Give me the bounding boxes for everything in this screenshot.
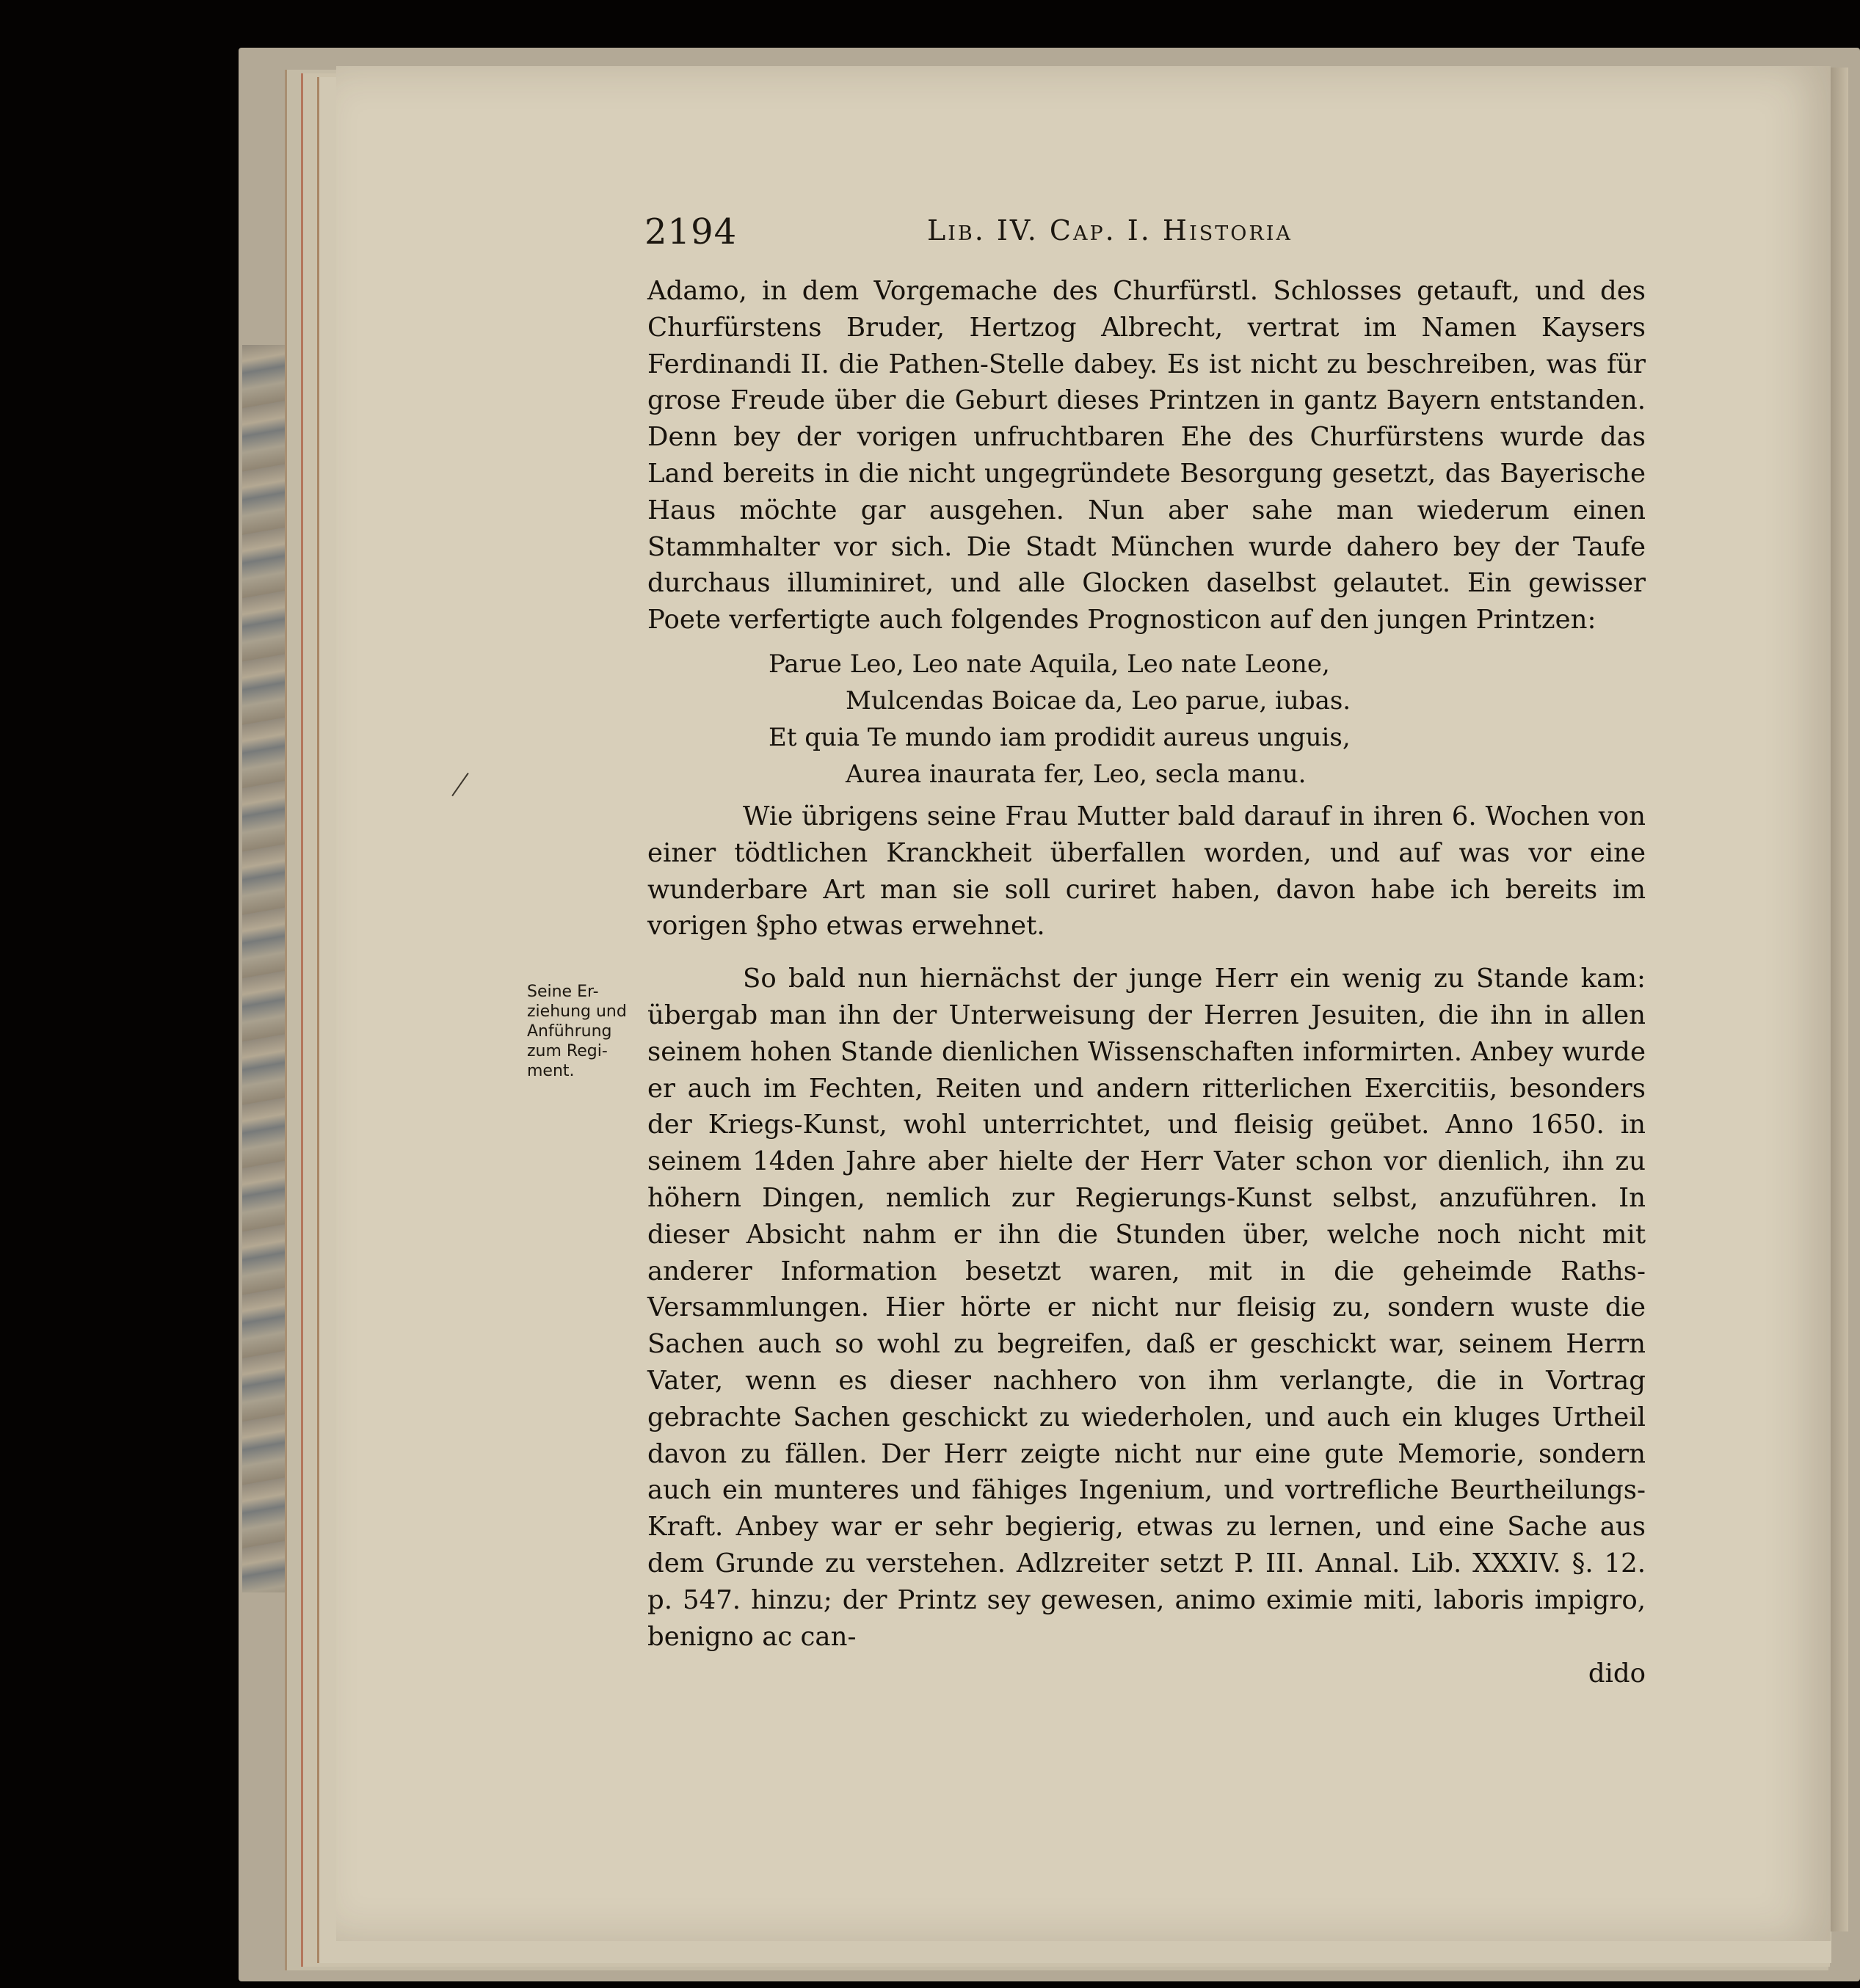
running-head: Lib. IV. Cap. I. Historia: [927, 214, 1293, 247]
catchword: dido: [1588, 1658, 1646, 1689]
page-number: 2194: [644, 211, 738, 252]
verse: [647, 646, 1646, 793]
main-text: [647, 273, 1646, 1689]
paragraph: So bald nun hiernächst der junge Herr ein wenig zu Stande kam: übergab man ihn der Unterweisung der Herren Jesuiten, die ihn in allen seinem hohen Stande dienlichen Wissenschaften informirten. Anbey wurde er auch im Fechten, Reiten und andern ritterlichen Exercitiis, besonders der Kriegs-Kunst, wohl unterrichtet, und fleisig geübet. Anno 1650. in seinem 14den Jahre aber hielte der Herr Vater schon vor dienlich, ihn zu höhern Dingen, nemlich zur Regierungs-Kunst selbst, anzuführen. In dieser Absicht nahm er ihn die Stunden über, welche noch nicht mit anderer Information besetzt waren, mit in die geheimde Raths-Versammlungen. Hier hörte er nicht nur fleisig zu, sondern wuste die Sachen auch so wohl zu begreifen, daß er geschickt war, seinem Herrn Vater, wenn es dieser nachhero von ihm verlangte, die in Vortrag gebrachte Sachen geschickt zu wiederholen, und auch ein kluges Urtheil davon zu fällen. Der Herr zeigte nicht nur eine gute Memorie, sondern auch ein munteres und fähiges Ingenium, und vortrefliche Beurtheilungs-Kraft. Anbey war er sehr begierig, etwas zu lernen, und eine Sache aus dem Grunde zu verstehen. Adlzreiter setzt P. III. Annal. Lib. XXXIV. §. 12. p. 547. hinzu; der Printz sey gewesen, animo eximie miti, laboris impigro, benigno ac can-: [647, 964, 1646, 1652]
verse-line: Aurea inaurata fer, Leo, secla manu.: [846, 759, 1307, 789]
margin-note-line: Seine Er-: [527, 983, 599, 1001]
margin-note-line: ment.: [527, 1062, 575, 1080]
margin-note: [527, 982, 637, 1081]
margin-note-line: ziehung und: [527, 1002, 627, 1021]
verse-line: Parue Leo, Leo nate Aquila, Leo nate Leone,: [769, 649, 1330, 679]
paragraph: Wie übrigens seine Frau Mutter bald darauf in ihren 6. Wochen von einer tödtlichen Kranckheit überfallen worden, und auf was vor eine wunderbare Art man sie soll curiret haben, davon habe ich bereits im vorigen §pho etwas erwehnet.: [647, 801, 1646, 942]
paragraph: Adamo, in dem Vorgemache des Churfürstl. Schlosses getauft, und des Churfürstens Bruder, Hertzog Albrecht, vertrat im Namen Kaysers Ferdinandi II. die Pathen-Stelle dabey. Es ist nicht zu beschreiben, was für grose Freude über die Geburt dieses Printzen in gantz Bayern entstanden. Denn bey der vorigen unfruchtbaren Ehe des Churfürstens wurde das Land bereits in die nicht ungegründete Besorgung gesetzt, das Bayerische Haus möchte gar ausgehen. Nun aber sahe man wiederum einen Stammhalter vor sich. Die Stadt München wurde dahero bey der Taufe durchaus illuminiret, und alle Glocken daselbst gelautet. Ein gewisser Poete verfertigte auch folgendes Prognosticon auf den jungen Printzen:: [647, 276, 1646, 636]
verse-line: Et quia Te mundo iam prodidit aureus unguis,: [769, 722, 1351, 752]
page-header: [644, 211, 1496, 255]
margin-note-line: zum Regi-: [527, 1042, 608, 1060]
margin-note-line: Anführung: [527, 1022, 612, 1041]
verse-line: Mulcendas Boicae da, Leo parue, iubas.: [846, 685, 1351, 716]
